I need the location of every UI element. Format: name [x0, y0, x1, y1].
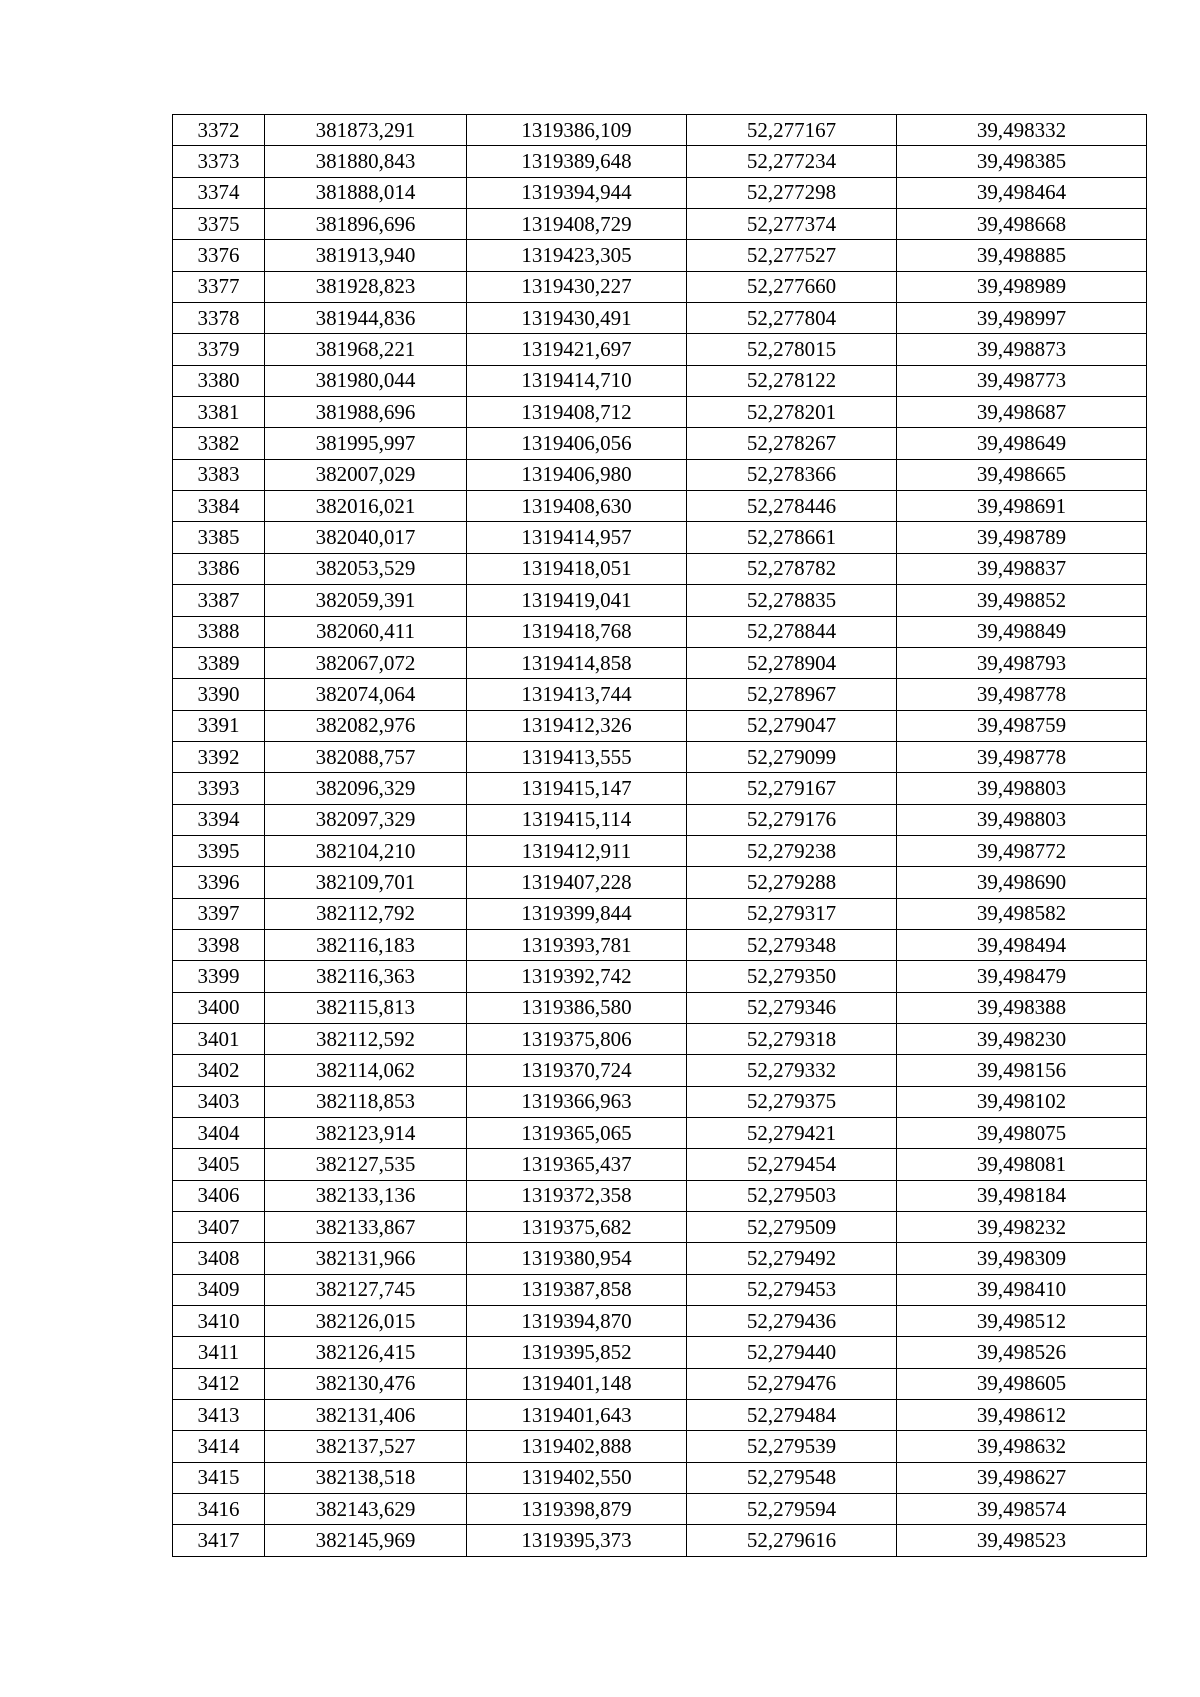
table-row — [173, 177, 1147, 208]
point-number-cell: 3387 — [173, 585, 265, 616]
x-coordinate-cell: 381880,843 — [265, 146, 467, 177]
x-coordinate-cell: 382118,853 — [265, 1086, 467, 1117]
latitude-cell: 52,277234 — [687, 146, 897, 177]
latitude-cell: 52,279288 — [687, 867, 897, 898]
x-coordinate-cell: 382074,064 — [265, 679, 467, 710]
y-coordinate-cell: 1319406,056 — [467, 428, 687, 459]
longitude-cell: 39,498184 — [897, 1180, 1147, 1211]
point-number-cell: 3401 — [173, 1023, 265, 1054]
table-row — [173, 647, 1147, 678]
x-coordinate-cell: 382131,406 — [265, 1400, 467, 1431]
y-coordinate-cell: 1319389,648 — [467, 146, 687, 177]
x-coordinate-cell: 382112,592 — [265, 1023, 467, 1054]
x-coordinate-cell: 382082,976 — [265, 710, 467, 741]
point-number-cell: 3384 — [173, 491, 265, 522]
table-row — [173, 961, 1147, 992]
table-row — [173, 1400, 1147, 1431]
point-number-cell: 3395 — [173, 835, 265, 866]
point-number-cell: 3386 — [173, 553, 265, 584]
point-number-cell: 3410 — [173, 1306, 265, 1337]
latitude-cell: 52,279616 — [687, 1525, 897, 1556]
point-number-cell: 3378 — [173, 303, 265, 334]
table-row — [173, 773, 1147, 804]
point-number-cell: 3389 — [173, 647, 265, 678]
y-coordinate-cell: 1319413,555 — [467, 741, 687, 772]
x-coordinate-cell: 382067,072 — [265, 647, 467, 678]
y-coordinate-cell: 1319375,682 — [467, 1212, 687, 1243]
point-number-cell: 3417 — [173, 1525, 265, 1556]
longitude-cell: 39,498332 — [897, 115, 1147, 146]
x-coordinate-cell: 381913,940 — [265, 240, 467, 271]
point-number-cell: 3412 — [173, 1368, 265, 1399]
point-number-cell: 3376 — [173, 240, 265, 271]
y-coordinate-cell: 1319395,373 — [467, 1525, 687, 1556]
point-number-cell: 3377 — [173, 271, 265, 302]
y-coordinate-cell: 1319401,643 — [467, 1400, 687, 1431]
point-number-cell: 3393 — [173, 773, 265, 804]
longitude-cell: 39,498691 — [897, 491, 1147, 522]
x-coordinate-cell: 382130,476 — [265, 1368, 467, 1399]
y-coordinate-cell: 1319380,954 — [467, 1243, 687, 1274]
y-coordinate-cell: 1319386,109 — [467, 115, 687, 146]
longitude-cell: 39,498512 — [897, 1306, 1147, 1337]
longitude-cell: 39,498837 — [897, 553, 1147, 584]
y-coordinate-cell: 1319414,710 — [467, 365, 687, 396]
longitude-cell: 39,498773 — [897, 365, 1147, 396]
table-row — [173, 365, 1147, 396]
x-coordinate-cell: 382123,914 — [265, 1118, 467, 1149]
latitude-cell: 52,279548 — [687, 1462, 897, 1493]
longitude-cell: 39,498690 — [897, 867, 1147, 898]
x-coordinate-cell: 382088,757 — [265, 741, 467, 772]
longitude-cell: 39,498232 — [897, 1212, 1147, 1243]
table-row — [173, 1086, 1147, 1117]
y-coordinate-cell: 1319392,742 — [467, 961, 687, 992]
x-coordinate-cell: 382137,527 — [265, 1431, 467, 1462]
x-coordinate-cell: 382112,792 — [265, 898, 467, 929]
coordinates-table — [172, 114, 1147, 1557]
x-coordinate-cell: 382059,391 — [265, 585, 467, 616]
x-coordinate-cell: 382116,363 — [265, 961, 467, 992]
point-number-cell: 3381 — [173, 397, 265, 428]
point-number-cell: 3388 — [173, 616, 265, 647]
x-coordinate-cell: 382133,136 — [265, 1180, 467, 1211]
latitude-cell: 52,279509 — [687, 1212, 897, 1243]
longitude-cell: 39,498479 — [897, 961, 1147, 992]
y-coordinate-cell: 1319399,844 — [467, 898, 687, 929]
latitude-cell: 52,279317 — [687, 898, 897, 929]
longitude-cell: 39,498612 — [897, 1400, 1147, 1431]
latitude-cell: 52,279440 — [687, 1337, 897, 1368]
point-number-cell: 3379 — [173, 334, 265, 365]
x-coordinate-cell: 382040,017 — [265, 522, 467, 553]
y-coordinate-cell: 1319393,781 — [467, 929, 687, 960]
point-number-cell: 3394 — [173, 804, 265, 835]
y-coordinate-cell: 1319408,630 — [467, 491, 687, 522]
point-number-cell: 3383 — [173, 459, 265, 490]
point-number-cell: 3416 — [173, 1494, 265, 1525]
table-row — [173, 146, 1147, 177]
x-coordinate-cell: 382016,021 — [265, 491, 467, 522]
table-row — [173, 585, 1147, 616]
y-coordinate-cell: 1319398,879 — [467, 1494, 687, 1525]
x-coordinate-cell: 382131,966 — [265, 1243, 467, 1274]
longitude-cell: 39,498803 — [897, 773, 1147, 804]
table-row — [173, 1368, 1147, 1399]
table-row — [173, 1243, 1147, 1274]
longitude-cell: 39,498230 — [897, 1023, 1147, 1054]
latitude-cell: 52,278122 — [687, 365, 897, 396]
point-number-cell: 3411 — [173, 1337, 265, 1368]
longitude-cell: 39,498574 — [897, 1494, 1147, 1525]
y-coordinate-cell: 1319421,697 — [467, 334, 687, 365]
table-row — [173, 1525, 1147, 1556]
longitude-cell: 39,498778 — [897, 741, 1147, 772]
x-coordinate-cell: 382127,745 — [265, 1274, 467, 1305]
point-number-cell: 3415 — [173, 1462, 265, 1493]
table-row — [173, 491, 1147, 522]
y-coordinate-cell: 1319413,744 — [467, 679, 687, 710]
point-number-cell: 3382 — [173, 428, 265, 459]
table-row — [173, 1494, 1147, 1525]
x-coordinate-cell: 382138,518 — [265, 1462, 467, 1493]
longitude-cell: 39,498772 — [897, 835, 1147, 866]
longitude-cell: 39,498687 — [897, 397, 1147, 428]
y-coordinate-cell: 1319386,580 — [467, 992, 687, 1023]
y-coordinate-cell: 1319387,858 — [467, 1274, 687, 1305]
x-coordinate-cell: 382126,415 — [265, 1337, 467, 1368]
latitude-cell: 52,279503 — [687, 1180, 897, 1211]
point-number-cell: 3407 — [173, 1212, 265, 1243]
table-row — [173, 115, 1147, 146]
point-number-cell: 3396 — [173, 867, 265, 898]
y-coordinate-cell: 1319372,358 — [467, 1180, 687, 1211]
longitude-cell: 39,498075 — [897, 1118, 1147, 1149]
latitude-cell: 52,279436 — [687, 1306, 897, 1337]
table-row — [173, 1274, 1147, 1305]
x-coordinate-cell: 382097,329 — [265, 804, 467, 835]
longitude-cell: 39,498873 — [897, 334, 1147, 365]
latitude-cell: 52,278904 — [687, 647, 897, 678]
y-coordinate-cell: 1319414,957 — [467, 522, 687, 553]
x-coordinate-cell: 382104,210 — [265, 835, 467, 866]
y-coordinate-cell: 1319365,065 — [467, 1118, 687, 1149]
table-row — [173, 679, 1147, 710]
latitude-cell: 52,279454 — [687, 1149, 897, 1180]
point-number-cell: 3372 — [173, 115, 265, 146]
y-coordinate-cell: 1319412,911 — [467, 835, 687, 866]
longitude-cell: 39,498582 — [897, 898, 1147, 929]
x-coordinate-cell: 381995,997 — [265, 428, 467, 459]
y-coordinate-cell: 1319408,712 — [467, 397, 687, 428]
longitude-cell: 39,498605 — [897, 1368, 1147, 1399]
longitude-cell: 39,498156 — [897, 1055, 1147, 1086]
y-coordinate-cell: 1319412,326 — [467, 710, 687, 741]
table-row — [173, 616, 1147, 647]
latitude-cell: 52,277374 — [687, 209, 897, 240]
point-number-cell: 3385 — [173, 522, 265, 553]
x-coordinate-cell: 381980,044 — [265, 365, 467, 396]
table-row — [173, 1306, 1147, 1337]
longitude-cell: 39,498885 — [897, 240, 1147, 271]
y-coordinate-cell: 1319430,227 — [467, 271, 687, 302]
longitude-cell: 39,498759 — [897, 710, 1147, 741]
latitude-cell: 52,278446 — [687, 491, 897, 522]
latitude-cell: 52,278835 — [687, 585, 897, 616]
longitude-cell: 39,498649 — [897, 428, 1147, 459]
y-coordinate-cell: 1319370,724 — [467, 1055, 687, 1086]
longitude-cell: 39,498793 — [897, 647, 1147, 678]
latitude-cell: 52,278844 — [687, 616, 897, 647]
latitude-cell: 52,277804 — [687, 303, 897, 334]
point-number-cell: 3405 — [173, 1149, 265, 1180]
point-number-cell: 3408 — [173, 1243, 265, 1274]
table-row — [173, 1462, 1147, 1493]
latitude-cell: 52,278201 — [687, 397, 897, 428]
y-coordinate-cell: 1319402,888 — [467, 1431, 687, 1462]
latitude-cell: 52,278366 — [687, 459, 897, 490]
point-number-cell: 3409 — [173, 1274, 265, 1305]
y-coordinate-cell: 1319418,768 — [467, 616, 687, 647]
latitude-cell: 52,279176 — [687, 804, 897, 835]
y-coordinate-cell: 1319401,148 — [467, 1368, 687, 1399]
latitude-cell: 52,278782 — [687, 553, 897, 584]
latitude-cell: 52,279346 — [687, 992, 897, 1023]
y-coordinate-cell: 1319423,305 — [467, 240, 687, 271]
table-row — [173, 1055, 1147, 1086]
latitude-cell: 52,279539 — [687, 1431, 897, 1462]
latitude-cell: 52,278015 — [687, 334, 897, 365]
table-row — [173, 240, 1147, 271]
latitude-cell: 52,279348 — [687, 929, 897, 960]
table-row — [173, 1118, 1147, 1149]
y-coordinate-cell: 1319415,147 — [467, 773, 687, 804]
x-coordinate-cell: 382126,015 — [265, 1306, 467, 1337]
latitude-cell: 52,279453 — [687, 1274, 897, 1305]
table-row — [173, 428, 1147, 459]
table-row — [173, 741, 1147, 772]
y-coordinate-cell: 1319430,491 — [467, 303, 687, 334]
table-row — [173, 271, 1147, 302]
latitude-cell: 52,279476 — [687, 1368, 897, 1399]
x-coordinate-cell: 381988,696 — [265, 397, 467, 428]
table-row — [173, 929, 1147, 960]
table-row — [173, 553, 1147, 584]
point-number-cell: 3404 — [173, 1118, 265, 1149]
longitude-cell: 39,498388 — [897, 992, 1147, 1023]
x-coordinate-cell: 382109,701 — [265, 867, 467, 898]
point-number-cell: 3391 — [173, 710, 265, 741]
x-coordinate-cell: 382127,535 — [265, 1149, 467, 1180]
longitude-cell: 39,498410 — [897, 1274, 1147, 1305]
y-coordinate-cell: 1319406,980 — [467, 459, 687, 490]
longitude-cell: 39,498526 — [897, 1337, 1147, 1368]
longitude-cell: 39,498464 — [897, 177, 1147, 208]
latitude-cell: 52,279594 — [687, 1494, 897, 1525]
y-coordinate-cell: 1319375,806 — [467, 1023, 687, 1054]
x-coordinate-cell: 381944,836 — [265, 303, 467, 334]
y-coordinate-cell: 1319407,228 — [467, 867, 687, 898]
longitude-cell: 39,498849 — [897, 616, 1147, 647]
latitude-cell: 52,279421 — [687, 1118, 897, 1149]
table-row — [173, 1149, 1147, 1180]
latitude-cell: 52,279332 — [687, 1055, 897, 1086]
y-coordinate-cell: 1319415,114 — [467, 804, 687, 835]
table-row — [173, 1431, 1147, 1462]
point-number-cell: 3403 — [173, 1086, 265, 1117]
table-row — [173, 867, 1147, 898]
table-row — [173, 992, 1147, 1023]
point-number-cell: 3399 — [173, 961, 265, 992]
longitude-cell: 39,498789 — [897, 522, 1147, 553]
point-number-cell: 3375 — [173, 209, 265, 240]
y-coordinate-cell: 1319365,437 — [467, 1149, 687, 1180]
latitude-cell: 52,277167 — [687, 115, 897, 146]
latitude-cell: 52,279238 — [687, 835, 897, 866]
table-row — [173, 1337, 1147, 1368]
point-number-cell: 3373 — [173, 146, 265, 177]
point-number-cell: 3374 — [173, 177, 265, 208]
x-coordinate-cell: 382060,411 — [265, 616, 467, 647]
coordinates-table-body — [173, 115, 1147, 1557]
y-coordinate-cell: 1319418,051 — [467, 553, 687, 584]
longitude-cell: 39,498778 — [897, 679, 1147, 710]
longitude-cell: 39,498665 — [897, 459, 1147, 490]
latitude-cell: 52,279375 — [687, 1086, 897, 1117]
latitude-cell: 52,278661 — [687, 522, 897, 553]
point-number-cell: 3398 — [173, 929, 265, 960]
longitude-cell: 39,498523 — [897, 1525, 1147, 1556]
x-coordinate-cell: 382053,529 — [265, 553, 467, 584]
longitude-cell: 39,498668 — [897, 209, 1147, 240]
longitude-cell: 39,498627 — [897, 1462, 1147, 1493]
latitude-cell: 52,277527 — [687, 240, 897, 271]
table-row — [173, 1023, 1147, 1054]
longitude-cell: 39,498632 — [897, 1431, 1147, 1462]
table-row — [173, 898, 1147, 929]
point-number-cell: 3397 — [173, 898, 265, 929]
x-coordinate-cell: 381928,823 — [265, 271, 467, 302]
x-coordinate-cell: 382115,813 — [265, 992, 467, 1023]
table-row — [173, 209, 1147, 240]
point-number-cell: 3390 — [173, 679, 265, 710]
point-number-cell: 3402 — [173, 1055, 265, 1086]
table-row — [173, 303, 1147, 334]
latitude-cell: 52,279318 — [687, 1023, 897, 1054]
point-number-cell: 3406 — [173, 1180, 265, 1211]
x-coordinate-cell: 381873,291 — [265, 115, 467, 146]
table-row — [173, 397, 1147, 428]
x-coordinate-cell: 381896,696 — [265, 209, 467, 240]
y-coordinate-cell: 1319366,963 — [467, 1086, 687, 1117]
latitude-cell: 52,278267 — [687, 428, 897, 459]
y-coordinate-cell: 1319419,041 — [467, 585, 687, 616]
latitude-cell: 52,279099 — [687, 741, 897, 772]
x-coordinate-cell: 381968,221 — [265, 334, 467, 365]
latitude-cell: 52,279167 — [687, 773, 897, 804]
x-coordinate-cell: 382143,629 — [265, 1494, 467, 1525]
x-coordinate-cell: 382007,029 — [265, 459, 467, 490]
longitude-cell: 39,498494 — [897, 929, 1147, 960]
latitude-cell: 52,279350 — [687, 961, 897, 992]
table-row — [173, 1180, 1147, 1211]
y-coordinate-cell: 1319402,550 — [467, 1462, 687, 1493]
x-coordinate-cell: 382114,062 — [265, 1055, 467, 1086]
x-coordinate-cell: 382145,969 — [265, 1525, 467, 1556]
x-coordinate-cell: 382133,867 — [265, 1212, 467, 1243]
y-coordinate-cell: 1319414,858 — [467, 647, 687, 678]
point-number-cell: 3414 — [173, 1431, 265, 1462]
longitude-cell: 39,498081 — [897, 1149, 1147, 1180]
table-row — [173, 1212, 1147, 1243]
longitude-cell: 39,498385 — [897, 146, 1147, 177]
table-row — [173, 804, 1147, 835]
longitude-cell: 39,498989 — [897, 271, 1147, 302]
table-row — [173, 459, 1147, 490]
latitude-cell: 52,279047 — [687, 710, 897, 741]
y-coordinate-cell: 1319408,729 — [467, 209, 687, 240]
longitude-cell: 39,498803 — [897, 804, 1147, 835]
y-coordinate-cell: 1319394,944 — [467, 177, 687, 208]
longitude-cell: 39,498852 — [897, 585, 1147, 616]
y-coordinate-cell: 1319394,870 — [467, 1306, 687, 1337]
table-row — [173, 835, 1147, 866]
point-number-cell: 3392 — [173, 741, 265, 772]
table-row — [173, 334, 1147, 365]
table-row — [173, 710, 1147, 741]
table-row — [173, 522, 1147, 553]
longitude-cell: 39,498309 — [897, 1243, 1147, 1274]
latitude-cell: 52,277660 — [687, 271, 897, 302]
x-coordinate-cell: 382116,183 — [265, 929, 467, 960]
latitude-cell: 52,277298 — [687, 177, 897, 208]
x-coordinate-cell: 381888,014 — [265, 177, 467, 208]
point-number-cell: 3380 — [173, 365, 265, 396]
point-number-cell: 3413 — [173, 1400, 265, 1431]
point-number-cell: 3400 — [173, 992, 265, 1023]
latitude-cell: 52,279492 — [687, 1243, 897, 1274]
y-coordinate-cell: 1319395,852 — [467, 1337, 687, 1368]
latitude-cell: 52,278967 — [687, 679, 897, 710]
latitude-cell: 52,279484 — [687, 1400, 897, 1431]
x-coordinate-cell: 382096,329 — [265, 773, 467, 804]
longitude-cell: 39,498997 — [897, 303, 1147, 334]
longitude-cell: 39,498102 — [897, 1086, 1147, 1117]
